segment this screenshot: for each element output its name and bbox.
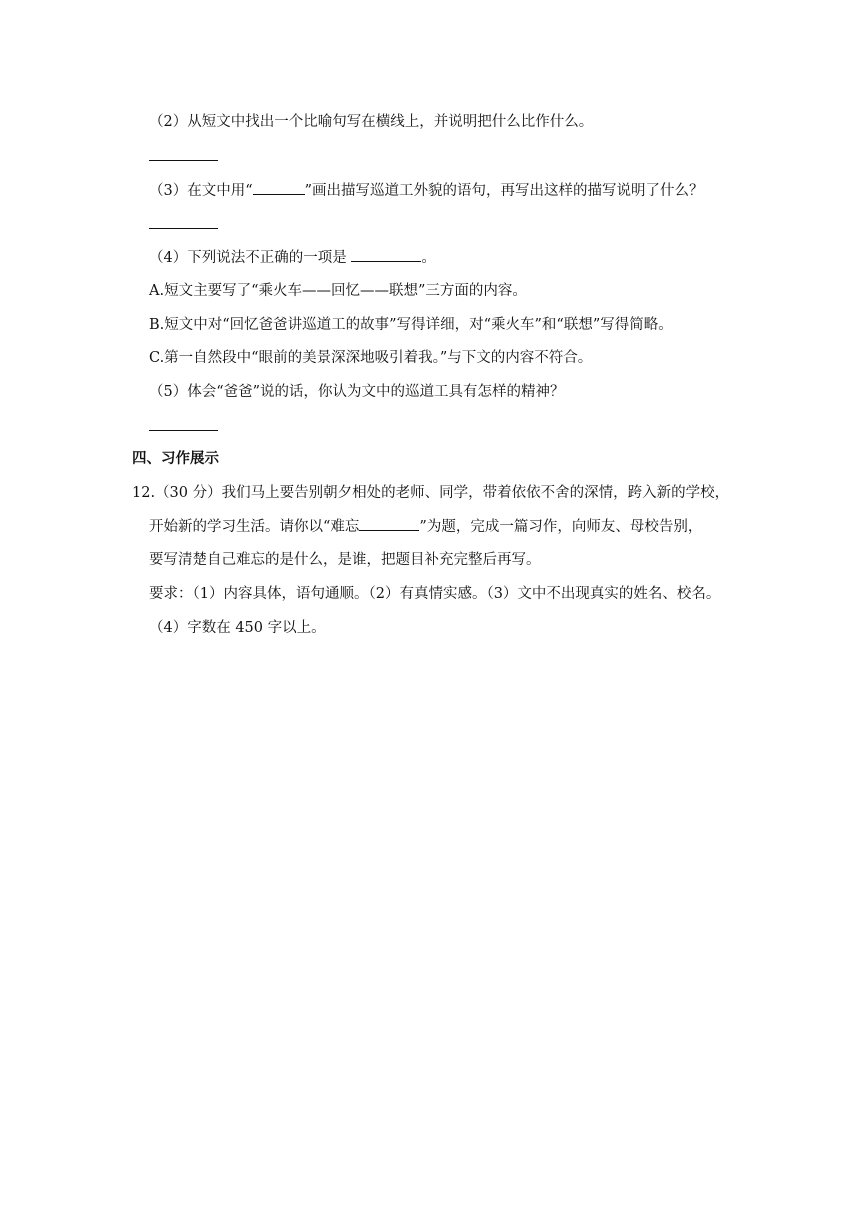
question-4-text-after: 。 [421,250,436,266]
question-3-inline-blank [253,180,305,195]
question-4-option-b: B.短文中对“回忆爸爸讲巡道工的故事”写得详细，对“乘火车”和“联想”写得简略。 [149,317,673,333]
section-4-title: 四、习作展示 [132,451,219,467]
question-3-text-after: ”画出描写巡道工外貌的语句，再写出这样的描写说明了什么？ [304,183,704,199]
question-12-requirements: 要求：（1）内容具体，语句通顺。（2）有真情实感。（3）文中不出现真实的姓名、校名。 [149,586,721,602]
question-3-text [149,180,704,200]
question-12-line-1: 12.（30 分）我们马上要告别朝夕相处的老师、同学，带着依依不舍的深情，跨入新的学校， [132,485,730,501]
question-3-answer-line[interactable] [149,228,218,229]
question-2-answer-line[interactable] [149,160,218,161]
question-12-line-3: 要写清楚自己难忘的是什么，是谁，把题目补充完整后再写。 [149,552,541,568]
question-12-line-2-before: 开始新的学习生活。请你以“难忘 [149,519,360,535]
question-2-text: （2）从短文中找出一个比喻句写在横线上，并说明把什么比作什么。 [149,114,594,130]
question-4-text-before: （4）下列说法不正确的一项是 [149,250,347,266]
question-12-line-2 [149,516,702,536]
question-4-option-c: C.第一自然段中“眼前的美景深深地吸引着我。”与下文的内容不符合。 [149,350,593,366]
question-12-line-2-after: ”为题，完成一篇习作，向师友、母校告别， [419,519,703,535]
question-12-title-blank [359,516,419,531]
question-4-text [149,247,436,267]
question-12-word-count: （4）字数在 450 字以上。 [149,620,326,636]
question-4-option-a: A.短文主要写了“乘火车——回忆——联想”三方面的内容。 [149,283,527,299]
question-5-text: （5）体会“爸爸”说的话，你认为文中的巡道工具有怎样的精神？ [149,384,565,400]
question-3-text-before: （3）在文中用“ [149,183,253,199]
question-4-inline-blank[interactable] [351,247,421,262]
question-5-answer-line[interactable] [149,430,218,431]
